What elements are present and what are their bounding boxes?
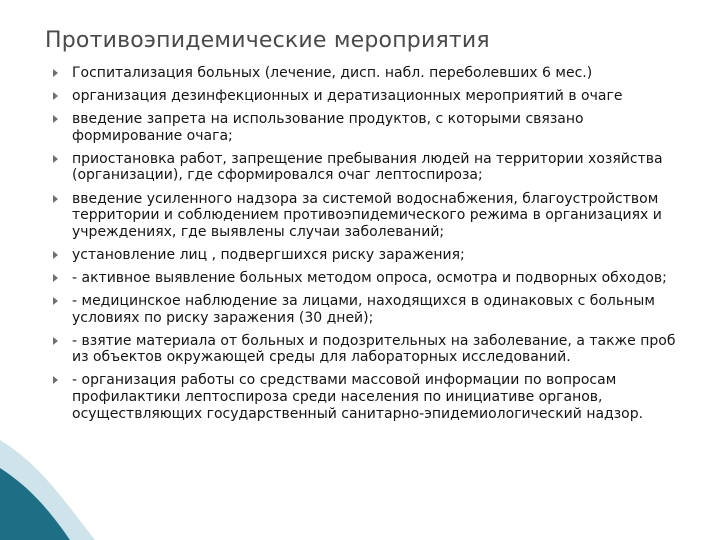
list-item [50, 372, 690, 422]
list-item [50, 65, 690, 82]
triangle-right-icon [53, 376, 58, 384]
list-item-text: введение запрета на использование продуктов, с которыми связано формирование очага; [72, 111, 584, 144]
triangle-right-icon [53, 337, 58, 345]
list-item-text: - организация работы со средствами массовой информации по вопросам профилактики лептоспироза среди населения по инициативе органов, осуществляющих государственный санитарно-эпидемиологический надзор. [72, 372, 644, 422]
list-item [50, 191, 690, 241]
list-item [50, 293, 690, 326]
list-item-text: - активное выявление больных методом опроса, осмотра и подворных обходов; [72, 269, 667, 286]
list-item-text: установление лиц , подвергшихся риску заражения; [72, 246, 465, 263]
triangle-right-icon [53, 274, 58, 282]
triangle-right-icon [53, 155, 58, 163]
list-item-text: введение усиленного надзора за системой водоснабжения, благоустройством территории и соблюдением противоэпидемического режима в организациях и учреждениях, где выявлены случаи заболеваний; [72, 190, 662, 240]
list-item [50, 88, 690, 105]
list-item [50, 270, 690, 287]
triangle-right-icon [53, 69, 58, 77]
slide-title: Противоэпидемические мероприятия [45, 28, 490, 53]
triangle-right-icon [53, 297, 58, 305]
list-item-text: - взятие материала от больных и подозрительных на заболевание, а также проб из объектов окружающей среды для лабораторных исследований. [72, 332, 676, 366]
list-item-text: организация дезинфекционных и дератизационных мероприятий в очаге [72, 88, 623, 105]
triangle-right-icon [53, 195, 58, 203]
list-item-text: приостановка работ, запрещение пребывания людей на территории хозяйства (организации), где сформировался очаг лептоспироза; [72, 150, 663, 184]
list-item [50, 247, 690, 264]
list-item [50, 151, 690, 184]
list-item [50, 333, 690, 366]
decorative-corner-wave [0, 420, 720, 540]
triangle-right-icon [53, 115, 58, 123]
bullet-list [50, 65, 690, 429]
list-item [50, 111, 690, 144]
list-item-text: Госпитализация больных (лечение, дисп. набл. переболевших 6 мес.) [72, 65, 593, 81]
list-item-text: - медицинское наблюдение за лицами, находящихся в одинаковых с больным условиях по риску заражения (30 дней); [72, 293, 655, 326]
triangle-right-icon [53, 92, 58, 100]
triangle-right-icon [53, 251, 58, 259]
